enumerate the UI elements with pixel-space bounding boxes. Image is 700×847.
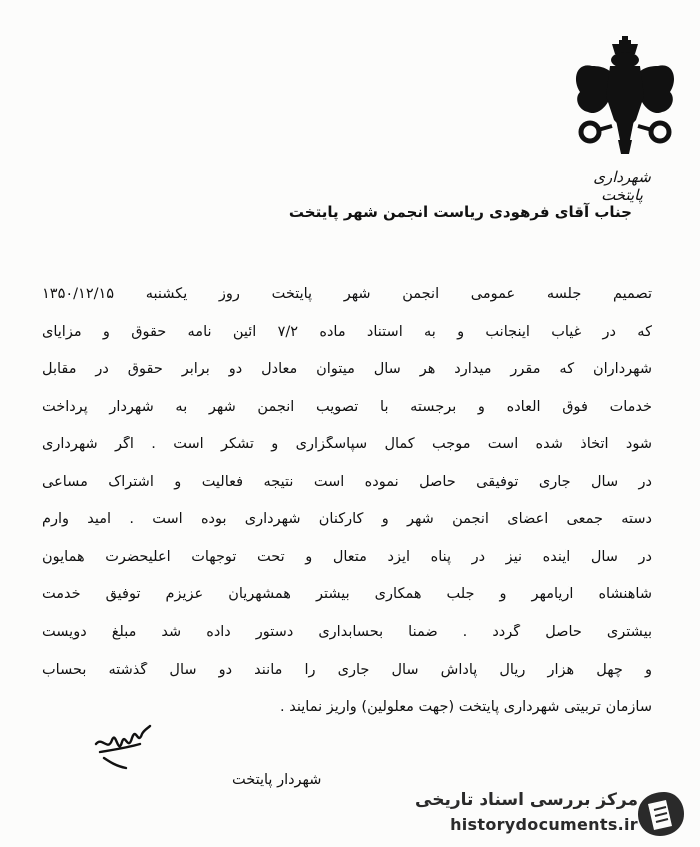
watermark-text-fa: مرکز بررسی اسناد تاریخی xyxy=(415,790,638,810)
handwritten-signature xyxy=(92,722,152,770)
body-line: تصمیم جلسه عمومی انجمن شهر پایتخت روز یکشنبه ۱۳۵۰/۱۲/۱۵ xyxy=(42,286,652,302)
body-line: شود اتخاذ شده است موجب کمال سپاسگزاری و تشکر است . اگر شهرداری xyxy=(42,436,652,452)
body-line: شاهنشاه آریامهر و جلب همکاری بیشتر همشهریان عزیزم توفیق خدمت xyxy=(42,586,652,602)
body-line: بیشتری حاصل گردد . ضمنا بحسابداری دستور داده شد مبلغ دویست xyxy=(42,624,652,640)
watermark-text-en: historydocuments.ir xyxy=(450,815,638,834)
body-line: شهرداران که مقرر میدارد هر سال میتوان معادل دو برابر حقوق در مقابل xyxy=(42,361,652,377)
document-archive-icon xyxy=(632,788,688,840)
body-line: دسته جمعی اعضای انجمن شهر و کارکنان شهرداری بوده است . امید وارم xyxy=(42,511,652,527)
body-line: سازمان تربیتی شهرداری پایتخت (جهت معلولین) واریز نمایند . xyxy=(280,699,652,715)
body-line: که در غیاب اینجانب و به استناد ماده ۷/۲ آئین نامه حقوق و مزایای xyxy=(42,324,652,340)
lion-sun-crown-emblem-icon xyxy=(572,36,678,156)
letterhead-organization: شهرداری پایتخت xyxy=(593,168,651,204)
body-line: در سال آینده نیز در پناه ایزد متعال و تحت توجهات اعلیحضرت همایون xyxy=(42,549,652,565)
addressee-line: جناب آقای فرهودی ریاست انجمن شهر پایتخت xyxy=(288,203,632,221)
body-line: در سال جاری توفیقی حاصل نموده است نتیجه فعالیت و اشتراک مساعی xyxy=(42,474,652,490)
body-line: و چهل هزار ریال پاداش سال جاری را مانند دو سال گذشته بحساب xyxy=(42,662,652,678)
body-line: خدمات فوق العاده و برجسته با تصویب انجمن شهر به شهردار پرداخت xyxy=(42,399,652,415)
signatory-title: شهردار پایتخت xyxy=(232,772,322,788)
